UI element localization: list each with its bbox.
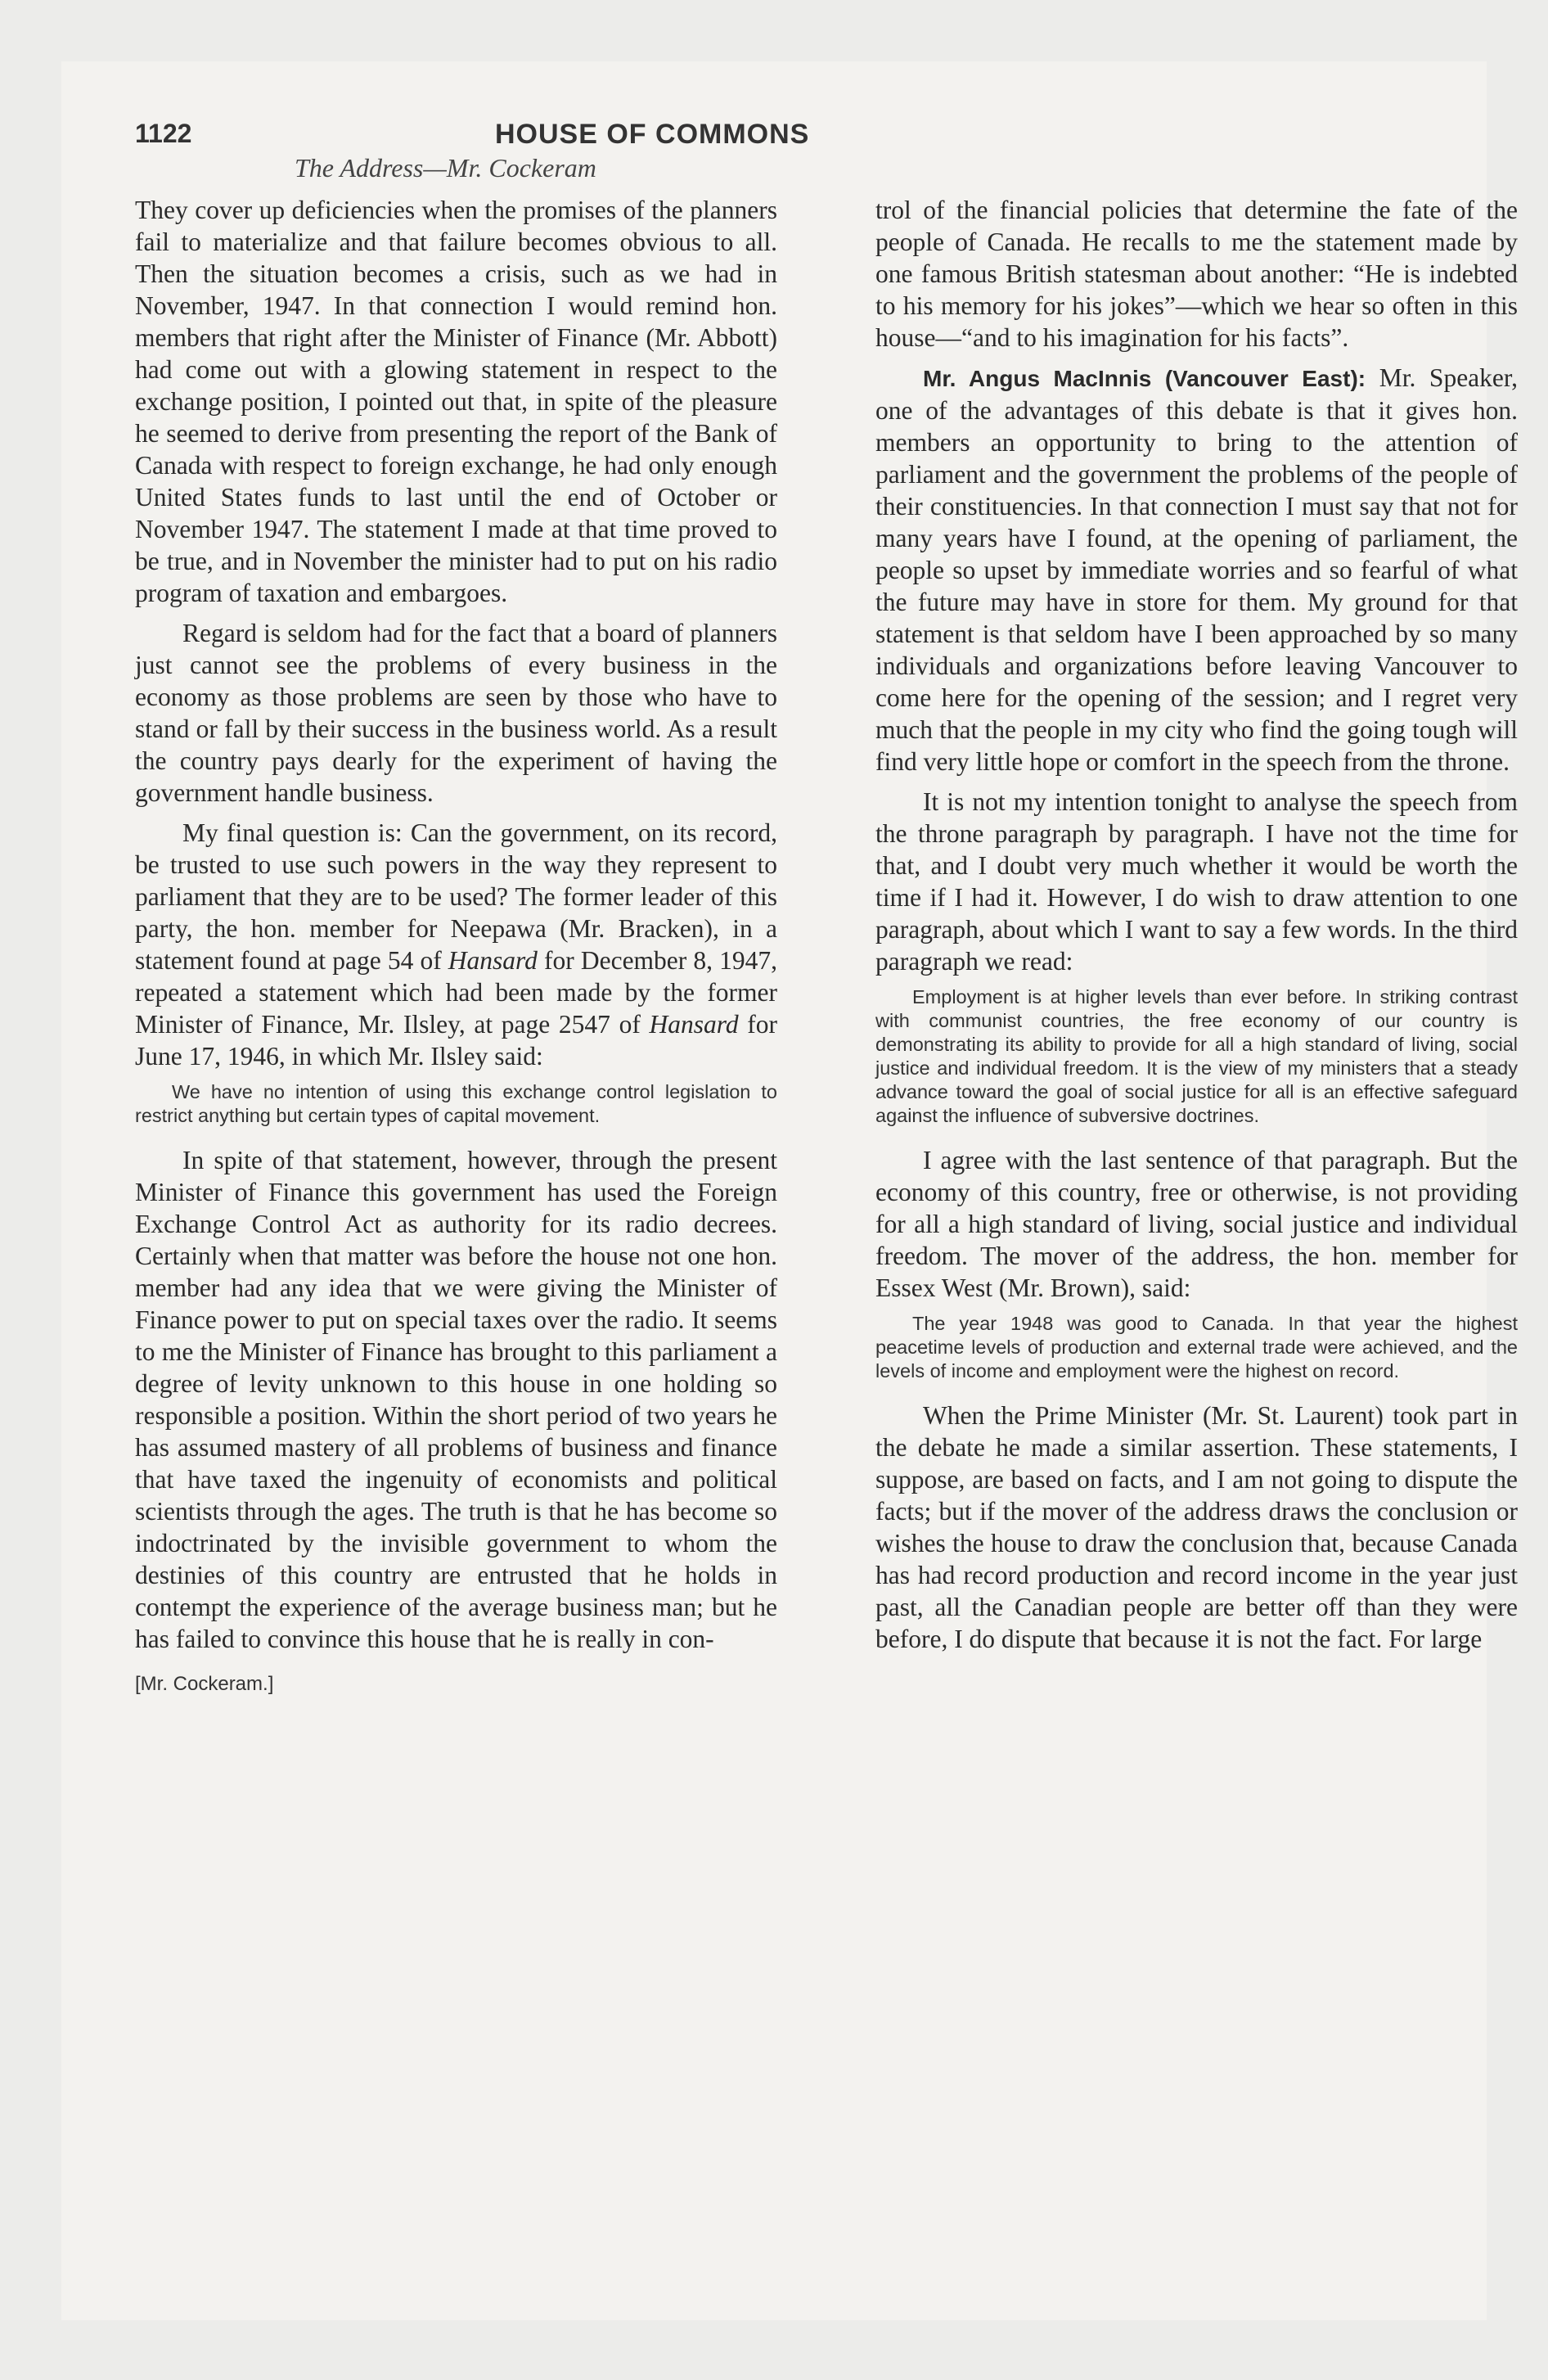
hansard-title: Hansard (649, 1010, 739, 1039)
block-quote: Employment is at higher levels than ever before. In striking contrast with communist countries, the free economy of our country is demonstrating its ability to provide for all a high standard of living, social justice and individual freedom. It is the view of my ministers that a steady advance toward the goal of social justice for all is an effective safeguard against the influence of subversive doctrines. (875, 986, 1518, 1126)
block-quote: The year 1948 was good to Canada. In that year the highest peacetime levels of production and external trade were achieved, and the levels of income and employment were the highest on record. (875, 1313, 1518, 1382)
text-run: for June 17, 1946, in which Mr. Ilsley said: (135, 1010, 777, 1071)
paragraph (135, 817, 777, 1072)
paragraph: Regard is seldom had for the fact that a board of planners just cannot see the problems of every business in the economy as those problems are seen by those who have to stand or fall by their success in the business world. As a result the country pays dearly for the experiment of having the government handle business. (135, 619, 777, 807)
paragraph: It is not my intention tonight to analyse the speech from the throne paragraph by paragraph. I have not the time for that, and I doubt very much whether it would be worth the time if I had it. However, I do wish to draw attention to one paragraph, about which I want to say a few words. In the third paragraph we read: (875, 787, 1518, 976)
paragraph: In spite of that statement, however, through the present Minister of Finance this government has used the Foreign Exchange Control Act as authority for its radio decrees. Certainly when that matter was before the house not one hon. member had any idea that we were giving the Minister of Finance power to put on special taxes over the radio. It seems to me the Minister of Finance has brought to this parliament a degree of levity unknown to this house in one holding so responsible a position. Within the short period of two years he has assumed mastery of all problems of business and finance that have taxed the ingenuity of economists and political scientists through the ages. The truth is that he has become so indoctrinated by the invisible government to whom the destinies of this country are entrusted that he holds in contempt the experience of the average business man; but he has failed to convince this house that he is really in con- (135, 1146, 777, 1653)
hansard-title: Hansard (448, 946, 538, 975)
speaker-name: Mr. Angus MacInnis (Vancouver East): (923, 366, 1366, 391)
page-header (135, 119, 1518, 183)
speaker-footer: [Mr. Cockeram.] (135, 1673, 274, 1695)
paragraph: When the Prime Minister (Mr. St. Laurent) took part in the debate he made a similar assertion. These statements, I suppose, are based on facts, and I am not going to dispute the facts; but if the mover of the address draws the conclusion or wishes the house to draw the conclusion that, because Canada has had record production and record income in the year just past, all the Canadian people are better off than they were before, I do dispute that because it is not the fact. For large (875, 1401, 1518, 1653)
page-number: 1122 (135, 119, 192, 148)
page-content (135, 119, 1518, 1695)
text-run: for December 8, 1947, repeated a statement which had been made by the former Minister of Finance, Mr. Ilsley, at page 2547 of (135, 946, 777, 1039)
paragraph: trol of the financial policies that determine the fate of the people of Canada. He recalls to me the statement made by one famous British statesman about another: “He is indebted to his memory for his jokes”—which we hear so often in this house—“and to his imagination for his facts”. (875, 196, 1518, 352)
running-head: HOUSE OF COMMONS (495, 119, 810, 150)
block-quote: We have no intention of using this exchange control legislation to restrict anything but certain types of capital movement. (135, 1081, 777, 1126)
text-run: My final question is: Can the government, on its record, be trusted to use such powers in the way they represent to parliament that they are to be used? The former leader of this party, the hon. member for Neepawa (Mr. Bracken), in a statement found at page 54 of (135, 818, 777, 975)
right-column (875, 194, 1518, 1663)
paragraph: They cover up deficiencies when the promises of the planners fail to materialize and that failure becomes obvious to all. Then the situation becomes a crisis, such as we had in November, 1947. In that connection I would remind hon. members that right after the Minister of Finance (Mr. Abbott) had come out with a glowing statement in respect to the exchange position, I pointed out that, in spite of the pleasure he seemed to derive from presenting the report of the Bank of Canada with respect to foreign exchange, he had only enough United States funds to last until the end of October or November 1947. The statement I made at that time proved to be true, and in November the minister had to put on his radio program of taxation and embargoes. (135, 196, 777, 607)
page (61, 61, 1518, 2320)
subhead: The Address—Mr. Cockeram (295, 153, 596, 183)
text-run: Mr. Speaker, one of the advantages of this debate is that it gives hon. members an opportunity to bring to the attention of parliament and the government the problems of the people of their constituencies. In that connection I must say that not for many years have I found, at the opening of parliament, the people so upset by immediate worries and so fearful of what the future may have in store for them. My ground for that statement is that seldom have I been approached by so many individuals and organizations before leaving Vancouver to come here for the opening of the session; and I regret very much that the people in my city who find the going tough will find very little hope or comfort in the speech from the throne. (875, 363, 1518, 776)
paragraph: I agree with the last sentence of that paragraph. But the economy of this country, free or otherwise, is not providing for all a high standard of living, social justice and individual freedom. The mover of the address, the hon. member for Essex West (Mr. Brown), said: (875, 1146, 1518, 1302)
paragraph (875, 362, 1518, 778)
left-column (135, 194, 777, 1696)
